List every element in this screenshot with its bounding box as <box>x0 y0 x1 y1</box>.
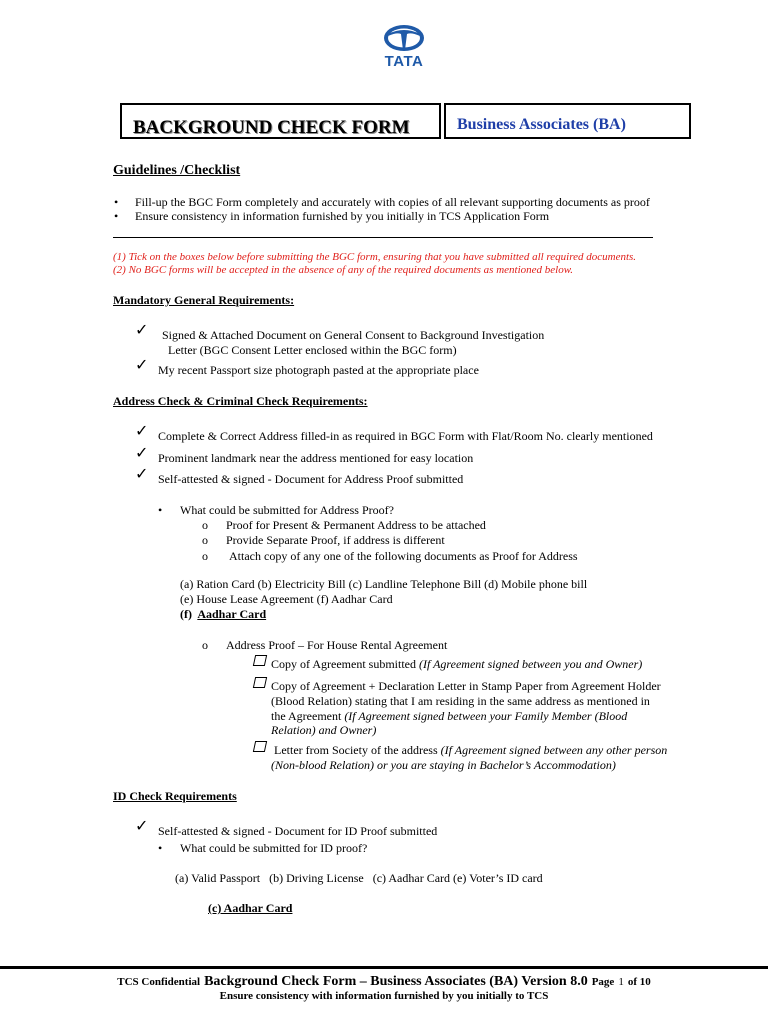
footer-line-1 <box>0 972 768 990</box>
id-check-docs: (a) Valid Passport (b) Driving License (c) Aadhar Card (e) Voter’s ID card <box>175 871 543 885</box>
divider <box>113 237 653 238</box>
tata-emblem-icon <box>376 24 432 54</box>
mandatory-item: My recent Passport size photograph pasted at the appropriate place <box>158 363 479 377</box>
address-heading: Address Check & Criminal Check Requirements: <box>113 394 368 408</box>
rental-item-text: the Agreement <box>271 709 345 723</box>
bullet-icon: • <box>114 209 119 223</box>
rental-item-2-line: Copy of Agreement + Declaration Letter in Stamp Paper from Agreement Holder <box>271 679 661 693</box>
rental-item-note: (If Agreement signed between your Family Member (Blood <box>344 709 628 723</box>
address-sub-item: Provide Separate Proof, if address is different <box>226 533 445 547</box>
rental-item-note: (If Agreement signed between you and Owner) <box>418 657 643 671</box>
address-item: Prominent landmark near the address mentioned for easy location <box>158 451 474 465</box>
address-item: Complete & Correct Address filled-in as required in BGC Form with Flat/Room No. clearly mentioned <box>158 429 653 443</box>
checkmark-icon: ✓ <box>135 421 149 440</box>
address-sub-item: Attach copy of any one of the following documents as Proof for Address <box>229 549 578 563</box>
aadhar-card-label: Aadhar Card <box>197 607 267 621</box>
address-docs-line: (e) House Lease Agreement (f) Aadhar Card <box>180 592 393 606</box>
rental-item-note: (If Agreement signed between any other person <box>440 743 668 757</box>
address-item: Self-attested & signed - Document for Address Proof submitted <box>158 472 464 486</box>
bullet-icon: • <box>158 841 163 855</box>
note-1: (1) Tick on the boxes below before submitting the BGC form, ensuring that you have submitted all required documents. <box>113 251 637 263</box>
id-check-question: What could be submitted for ID proof? <box>180 841 368 855</box>
sub-bullet-icon: o <box>202 533 208 547</box>
rental-item-text: Copy of Agreement submitted <box>271 657 419 671</box>
checkbox-icon[interactable] <box>253 741 267 752</box>
id-check-item: Self-attested & signed - Document for ID Proof submitted <box>158 824 438 838</box>
address-sub-item: Proof for Present & Permanent Address to be attached <box>226 518 486 532</box>
rental-item-note: (Non-blood Relation) or you are staying in Bachelor’s Accommodation) <box>271 758 616 772</box>
form-subtitle: Business Associates (BA) <box>457 116 626 133</box>
footer-divider <box>0 966 768 969</box>
rental-item-2-line <box>271 723 376 738</box>
rental-item-3 <box>271 743 667 758</box>
form-title: BACKGROUND CHECK FORM <box>133 117 410 138</box>
logo-text: TATA <box>384 53 424 70</box>
id-check-heading: ID Check Requirements <box>113 789 237 803</box>
footer-page-number: 1 <box>618 976 624 988</box>
bullet-icon: • <box>158 503 163 517</box>
footer-page-label: Page <box>591 976 615 988</box>
checkmark-icon: ✓ <box>135 355 149 374</box>
bullet-icon: • <box>114 195 119 209</box>
note-2: (2) No BGC forms will be accepted in the absence of any of the required documents as mentioned below. <box>113 264 573 276</box>
checkmark-icon: ✓ <box>135 443 149 462</box>
mandatory-item-cont: Letter (BGC Consent Letter enclosed within the BGC form) <box>168 343 457 357</box>
rental-item-1 <box>271 657 642 672</box>
footer-page-total: of 10 <box>627 976 651 988</box>
rental-item-2-line <box>271 709 627 724</box>
docs-prefix: (f) <box>180 607 198 621</box>
checkmark-icon: ✓ <box>135 464 149 483</box>
checkmark-icon: ✓ <box>135 320 149 339</box>
mandatory-heading: Mandatory General Requirements: <box>113 293 295 307</box>
sub-bullet-icon: o <box>202 549 208 563</box>
guideline-item: Ensure consistency in information furnished by you initially in TCS Application Form <box>135 209 550 223</box>
form-subtitle-box <box>444 103 691 139</box>
rental-item-3-line <box>271 758 616 773</box>
mandatory-item: Signed & Attached Document on General Consent to Background Investigation <box>162 328 545 342</box>
checkbox-icon[interactable] <box>253 677 267 688</box>
address-docs-line <box>180 607 266 622</box>
footer-confidential: TCS Confidential <box>117 976 201 988</box>
checkmark-icon: ✓ <box>135 816 149 835</box>
rental-item-note: Relation) and Owner) <box>271 723 377 737</box>
tata-logo <box>376 24 432 72</box>
rental-item-text: Letter from Society of the address <box>271 743 441 757</box>
address-docs-line: (a) Ration Card (b) Electricity Bill (c) Landline Telephone Bill (d) Mobile phone bill <box>180 577 588 591</box>
rental-item-2-line: (Blood Relation) stating that I am residing in the same address as mentioned in <box>271 694 650 708</box>
footer-line-2: Ensure consistency with information furnished by you initially to TCS <box>219 990 549 1002</box>
address-question: What could be submitted for Address Proof? <box>180 503 394 517</box>
footer-title: Background Check Form – Business Associates (BA) Version 8.0 <box>204 974 588 989</box>
id-check-aadhar: (c) Aadhar Card <box>208 901 293 915</box>
form-title-box <box>120 103 441 139</box>
rental-heading: Address Proof – For House Rental Agreement <box>226 638 448 652</box>
guidelines-heading: Guidelines /Checklist <box>113 163 241 178</box>
checkbox-icon[interactable] <box>253 655 267 666</box>
sub-bullet-icon: o <box>202 638 208 652</box>
guideline-item: Fill-up the BGC Form completely and accurately with copies of all relevant supporting documents as proof <box>135 195 650 209</box>
sub-bullet-icon: o <box>202 518 208 532</box>
